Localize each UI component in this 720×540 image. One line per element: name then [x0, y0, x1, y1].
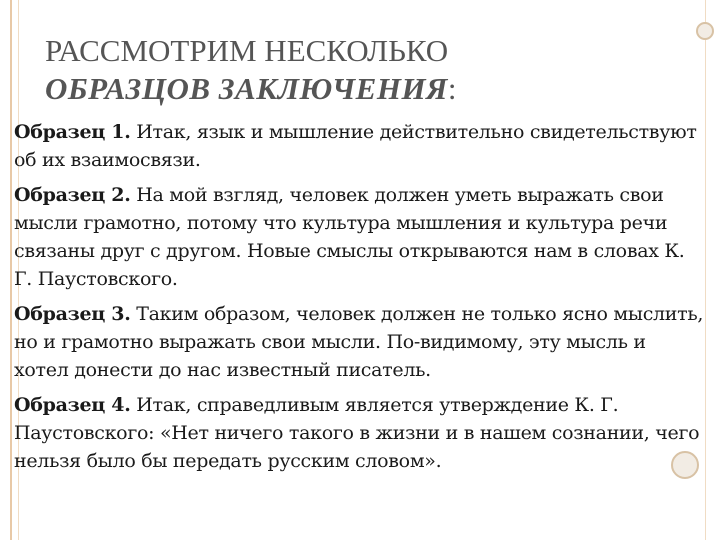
sample-1-label: Образец 1.: [14, 121, 131, 143]
sample-2-text: На мой взгляд, человек должен уметь выражать свои мысли грамотно, потому что культура мышления и культура речи связаны друг с другом. Новые смыслы открываются нам в словах К. Г. Паустовского.: [14, 184, 685, 290]
sample-4: [14, 391, 704, 475]
sample-1-text: Итак, язык и мышление действительно свидетельствуют об их взаимосвязи.: [14, 121, 697, 171]
sample-2: [14, 181, 704, 293]
title-line-2: [45, 70, 685, 108]
corner-circle-decoration: [696, 22, 714, 40]
sample-3: [14, 300, 704, 384]
title-line-2-italic: ОБРАЗЦОВ ЗАКЛЮЧЕНИЯ: [45, 71, 448, 106]
sample-4-label: Образец 4.: [14, 394, 131, 416]
sample-3-label: Образец 3.: [14, 303, 131, 325]
sample-1: [14, 118, 704, 174]
title-line-2-suffix: :: [447, 71, 458, 106]
slide-title: [45, 32, 685, 108]
sample-4-text: Итак, справедливым является утверждение К. Г. Паустовского: «Нет ничего такого в жизни и в нашем сознании, чего нельзя было бы передать русским словом».: [14, 394, 700, 472]
title-line-1: РАССМОТРИМ НЕСКОЛЬКО: [45, 33, 449, 68]
slide-content: [14, 118, 704, 482]
sample-2-label: Образец 2.: [14, 184, 131, 206]
side-circle-decoration: [671, 451, 699, 479]
sample-3-text: Таким образом, человек должен не только ясно мыслить, но и грамотно выражать свои мысли. По-видимому, эту мысль и хотел донести до нас известный писатель.: [14, 303, 704, 381]
